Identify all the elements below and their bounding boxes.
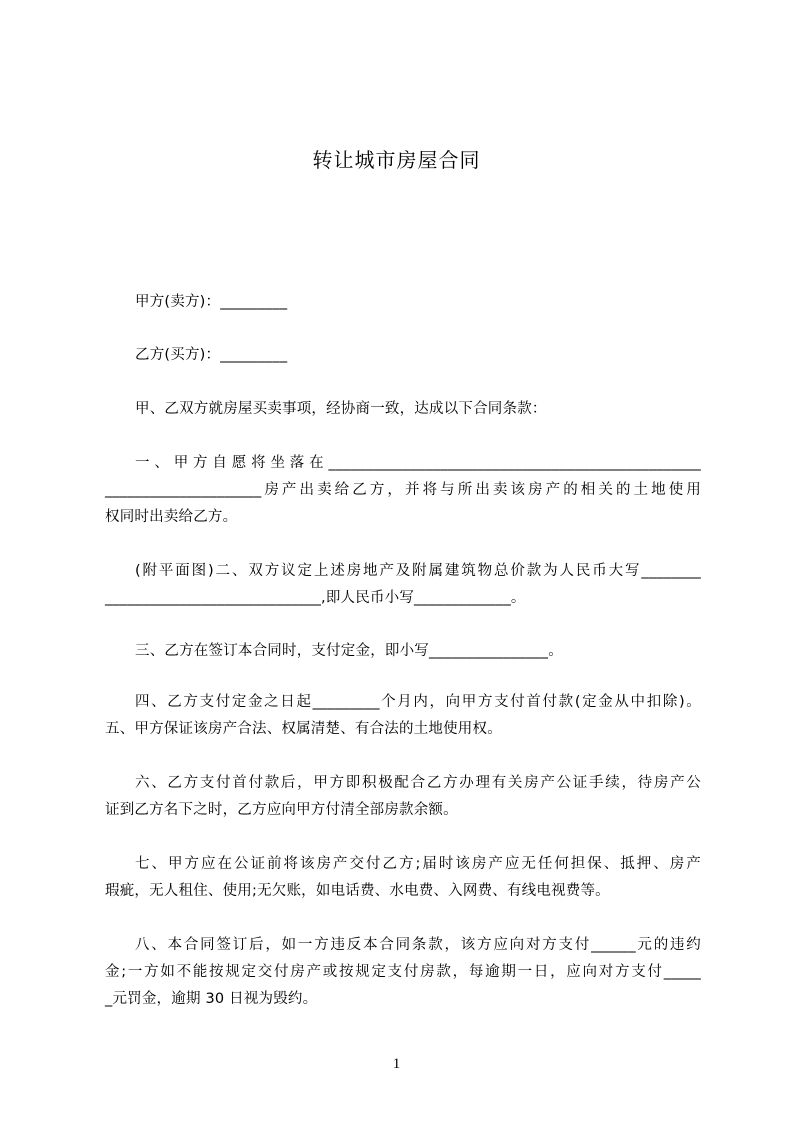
clause-1-line-3: 权同时出卖给乙方。 — [105, 509, 238, 525]
clause-8-line-3: _元罚金，逾期 30 日视为毁约。 — [105, 991, 318, 1007]
page-number: 1 — [392, 1056, 401, 1072]
clause-8-line-2: 金;一方如不能按规定交付房产或按规定支付房款，每逾期一日，应向对方支付_____ — [105, 964, 701, 980]
clause-2-line-2: _____________________________,即人民币小写_____________。 — [105, 590, 526, 606]
clause-6-line-1: 六、乙方支付首付款后，甲方即积极配合乙方办理有关房产公证手续，待房产公 — [135, 775, 701, 791]
seller-line: 甲方(卖方)：_________ — [135, 294, 288, 310]
buyer-line: 乙方(买方)：_________ — [135, 347, 288, 363]
clause-1-line-2: _____________________房产出卖给乙方，并将与所出卖该房产的相关的土地使用 — [105, 482, 701, 498]
clause-7-line-2: 瑕疵，无人租住、使用;无欠账，如电话费、水电费、入网费、有线电视费等。 — [105, 883, 610, 899]
clause-3-line: 三、乙方在签订本合同时，支付定金，即小写________________。 — [135, 643, 563, 659]
clause-2-line-1: (附平面图)二、双方议定上述房地产及附属建筑物总价款为人民币大写________ — [135, 563, 701, 579]
clause-4-line: 四、乙方支付定金之日起_________个月内，向甲方支付首付款(定金从中扣除)。 — [135, 694, 701, 710]
clause-5-line: 五、甲方保证该房产合法、权属清楚、有合法的土地使用权。 — [105, 721, 502, 737]
clause-6-line-2: 证到乙方名下之时，乙方应向甲方付清全部房款余额。 — [105, 802, 458, 818]
clause-1-line-1: 一、甲方自愿将坐落在__________________________________________________ — [135, 455, 701, 471]
document-title: 转让城市房屋合同 — [312, 148, 481, 172]
preamble-line: 甲、乙双方就房屋买卖事项，经协商一致，达成以下合同条款： — [135, 401, 547, 417]
clause-8-line-1: 八、本合同签订后，如一方违反本合同条款，该方应向对方支付______元的违约 — [135, 937, 701, 953]
clause-7-line-1: 七、甲方应在公证前将该房产交付乙方;届时该房产应无任何担保、抵押、房产 — [135, 856, 701, 872]
